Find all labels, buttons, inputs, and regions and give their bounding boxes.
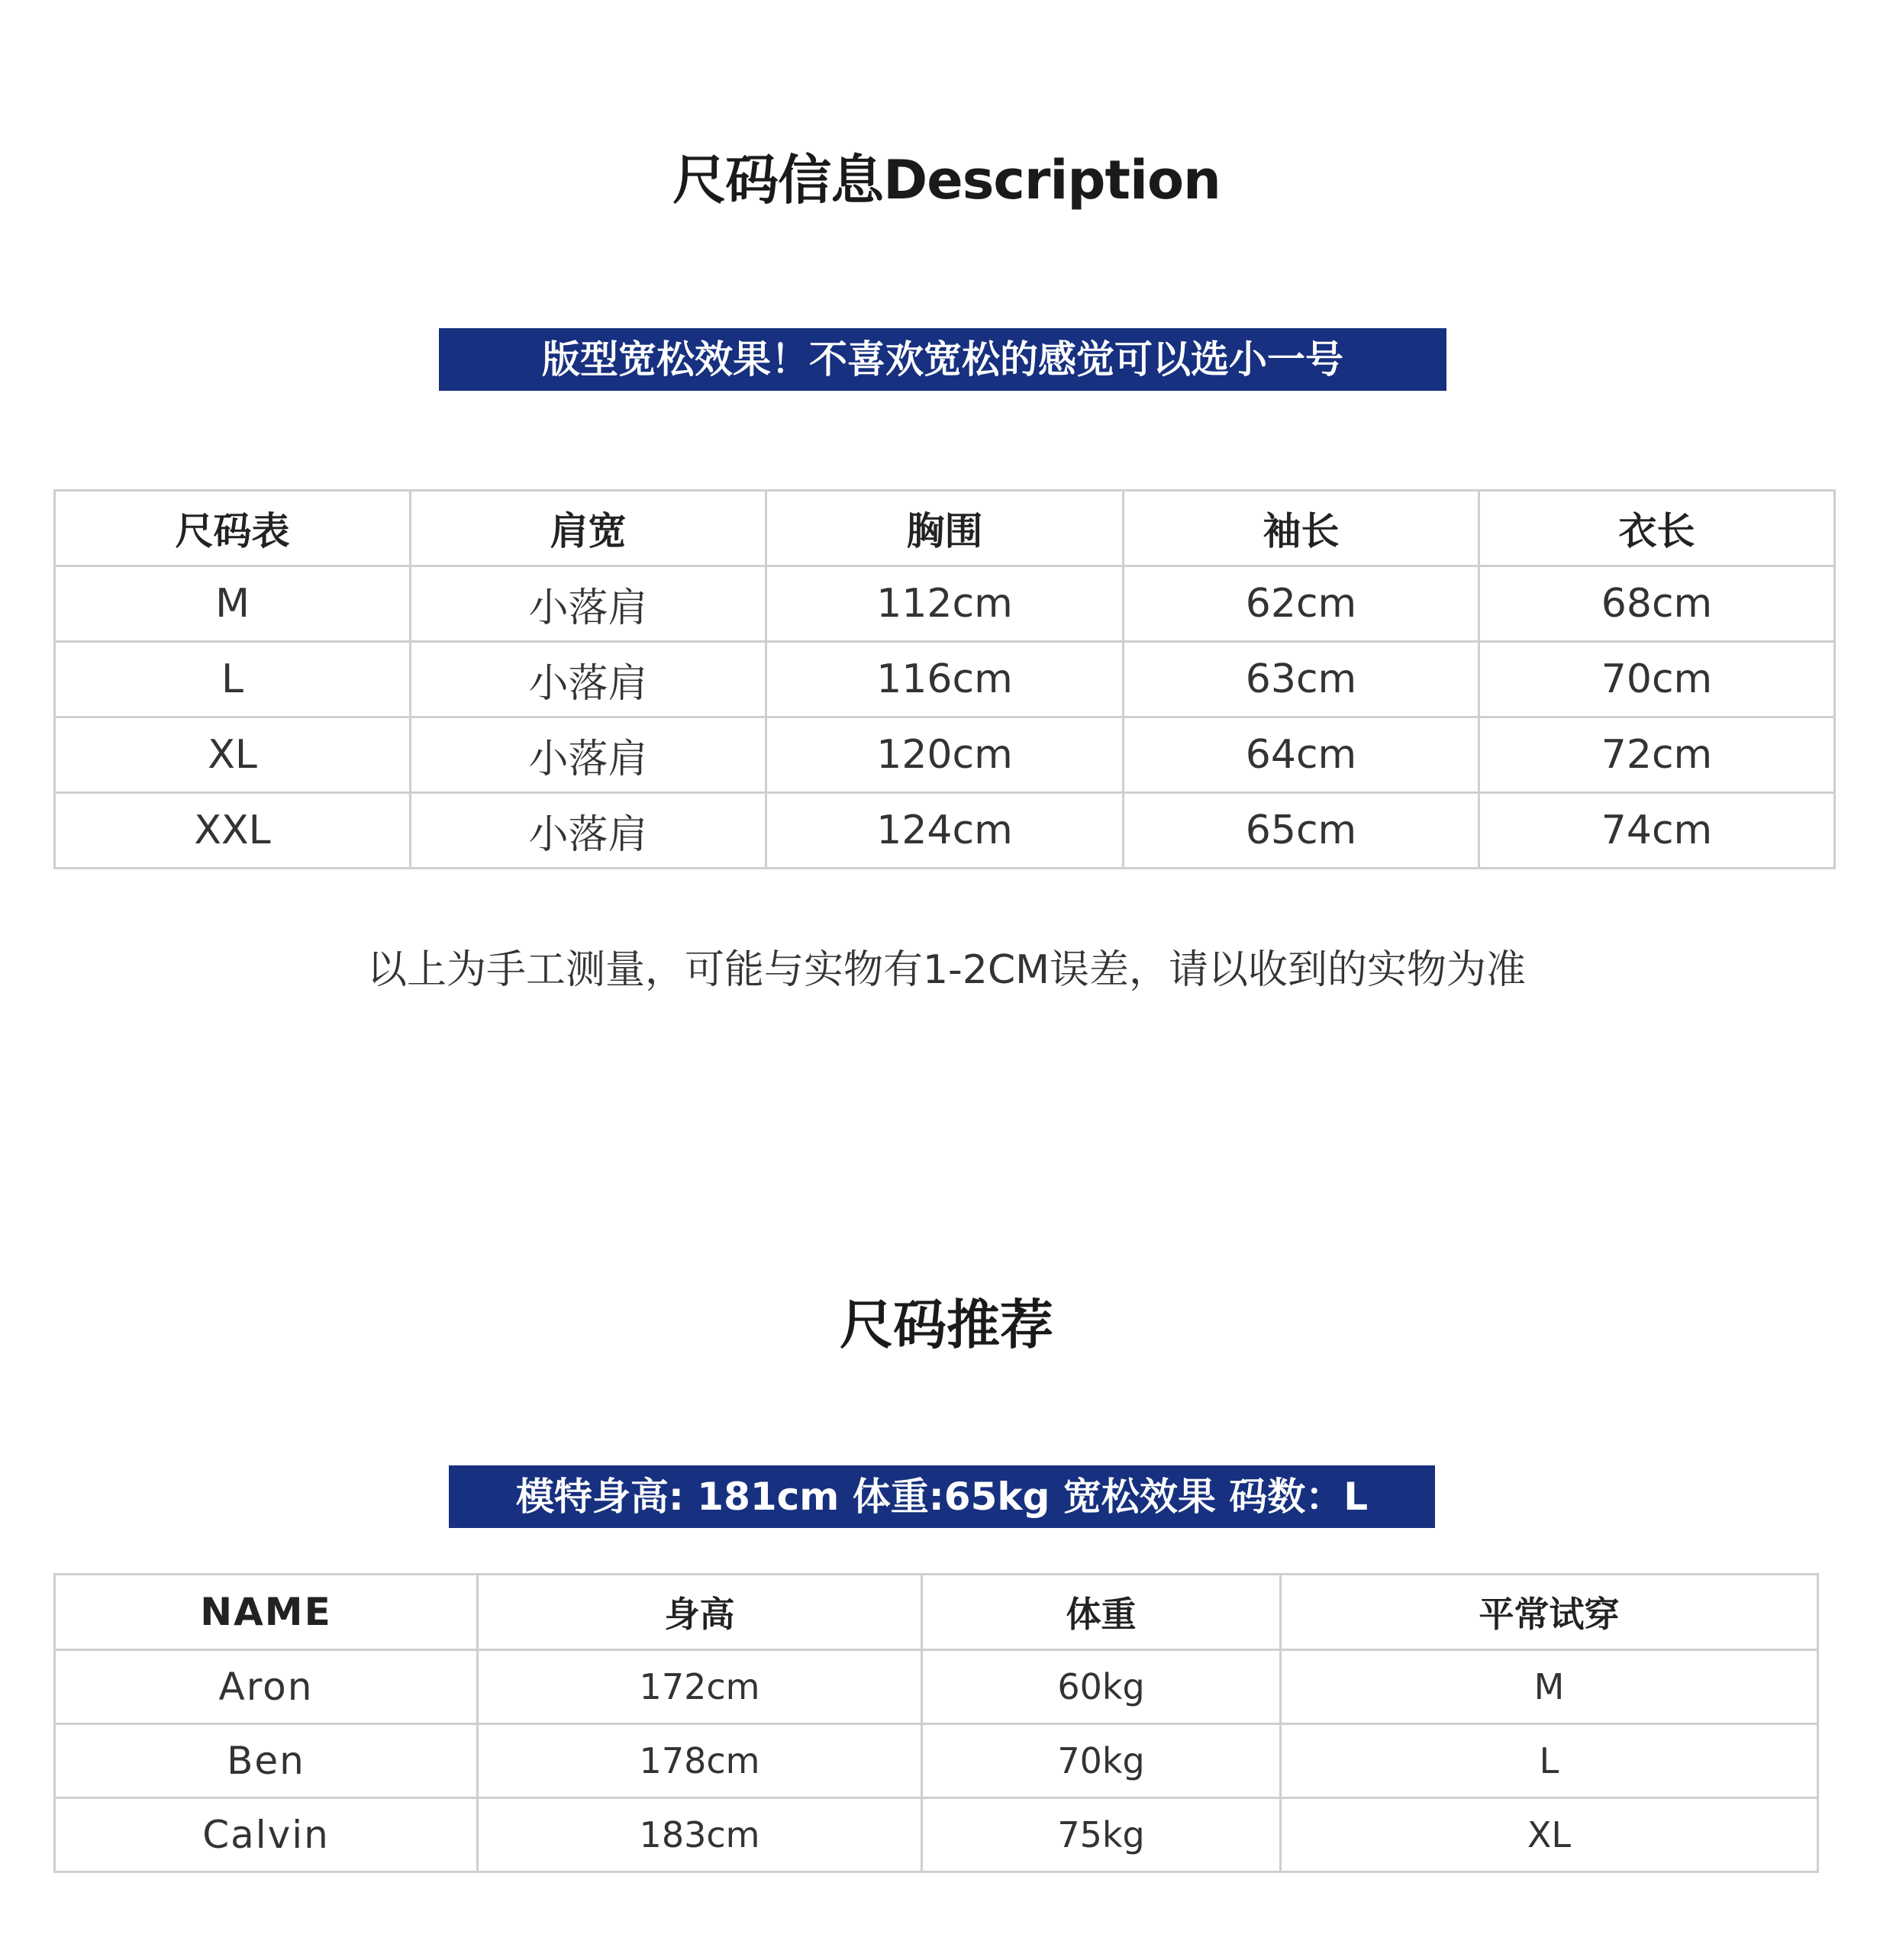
chest-cell: 112cm: [766, 566, 1124, 642]
recommendation-header-row: [55, 1575, 1818, 1650]
recommendation-header-height: 身高: [478, 1575, 922, 1650]
height-cell: 172cm: [478, 1650, 922, 1724]
name-cell: Calvin: [55, 1798, 478, 1872]
fit-note-banner: 版型宽松效果！不喜欢宽松的感觉可以选小一号: [439, 328, 1446, 391]
size-cell: M: [55, 566, 411, 642]
size-cell: L: [55, 642, 411, 717]
table-row: [55, 1650, 1818, 1724]
sleeve-cell: 64cm: [1124, 717, 1479, 793]
size-chart-header-chest: 胸围: [766, 491, 1124, 566]
height-cell: 183cm: [478, 1798, 922, 1872]
chest-cell: 120cm: [766, 717, 1124, 793]
length-cell: 68cm: [1479, 566, 1835, 642]
shoulder-cell: 小落肩: [411, 566, 766, 642]
recommendation-header-weight: 体重: [922, 1575, 1281, 1650]
size-chart-header-row: [55, 491, 1835, 566]
sleeve-cell: 65cm: [1124, 793, 1479, 869]
weight-cell: 75kg: [922, 1798, 1281, 1872]
table-row: [55, 642, 1835, 717]
size-info-title: 尺码信息Description: [672, 149, 1221, 211]
length-cell: 70cm: [1479, 642, 1835, 717]
size-cell: XL: [55, 717, 411, 793]
weight-cell: 60kg: [922, 1650, 1281, 1724]
table-row: [55, 717, 1835, 793]
shoulder-cell: 小落肩: [411, 793, 766, 869]
size-recommendation-title: 尺码推荐: [840, 1294, 1053, 1356]
shoulder-cell: 小落肩: [411, 642, 766, 717]
length-cell: 72cm: [1479, 717, 1835, 793]
measurement-note: 以上为手工测量，可能与实物有1-2CM误差，请以收到的实物为准: [366, 947, 1527, 993]
chest-cell: 116cm: [766, 642, 1124, 717]
sleeve-cell: 62cm: [1124, 566, 1479, 642]
length-cell: 74cm: [1479, 793, 1835, 869]
name-cell: Ben: [55, 1724, 478, 1798]
table-row: [55, 566, 1835, 642]
usual-size-cell: XL: [1281, 1798, 1818, 1872]
size-chart-table: [53, 489, 1836, 869]
size-chart-header-length: 衣长: [1479, 491, 1835, 566]
recommendation-header-name: NAME: [55, 1575, 478, 1650]
recommendation-header-usual-size: 平常试穿: [1281, 1575, 1818, 1650]
sleeve-cell: 63cm: [1124, 642, 1479, 717]
chest-cell: 124cm: [766, 793, 1124, 869]
usual-size-cell: L: [1281, 1724, 1818, 1798]
shoulder-cell: 小落肩: [411, 717, 766, 793]
name-cell: Aron: [55, 1650, 478, 1724]
size-cell: XXL: [55, 793, 411, 869]
height-cell: 178cm: [478, 1724, 922, 1798]
size-chart-header-size: 尺码表: [55, 491, 411, 566]
size-chart-header-shoulder: 肩宽: [411, 491, 766, 566]
usual-size-cell: M: [1281, 1650, 1818, 1724]
size-recommendation-table: [53, 1573, 1819, 1873]
table-row: [55, 1724, 1818, 1798]
model-info-banner: 模特身高: 181cm 体重:65kg 宽松效果 码数：L: [449, 1465, 1435, 1528]
size-chart-header-sleeve: 袖长: [1124, 491, 1479, 566]
table-row: [55, 1798, 1818, 1872]
weight-cell: 70kg: [922, 1724, 1281, 1798]
table-row: [55, 793, 1835, 869]
